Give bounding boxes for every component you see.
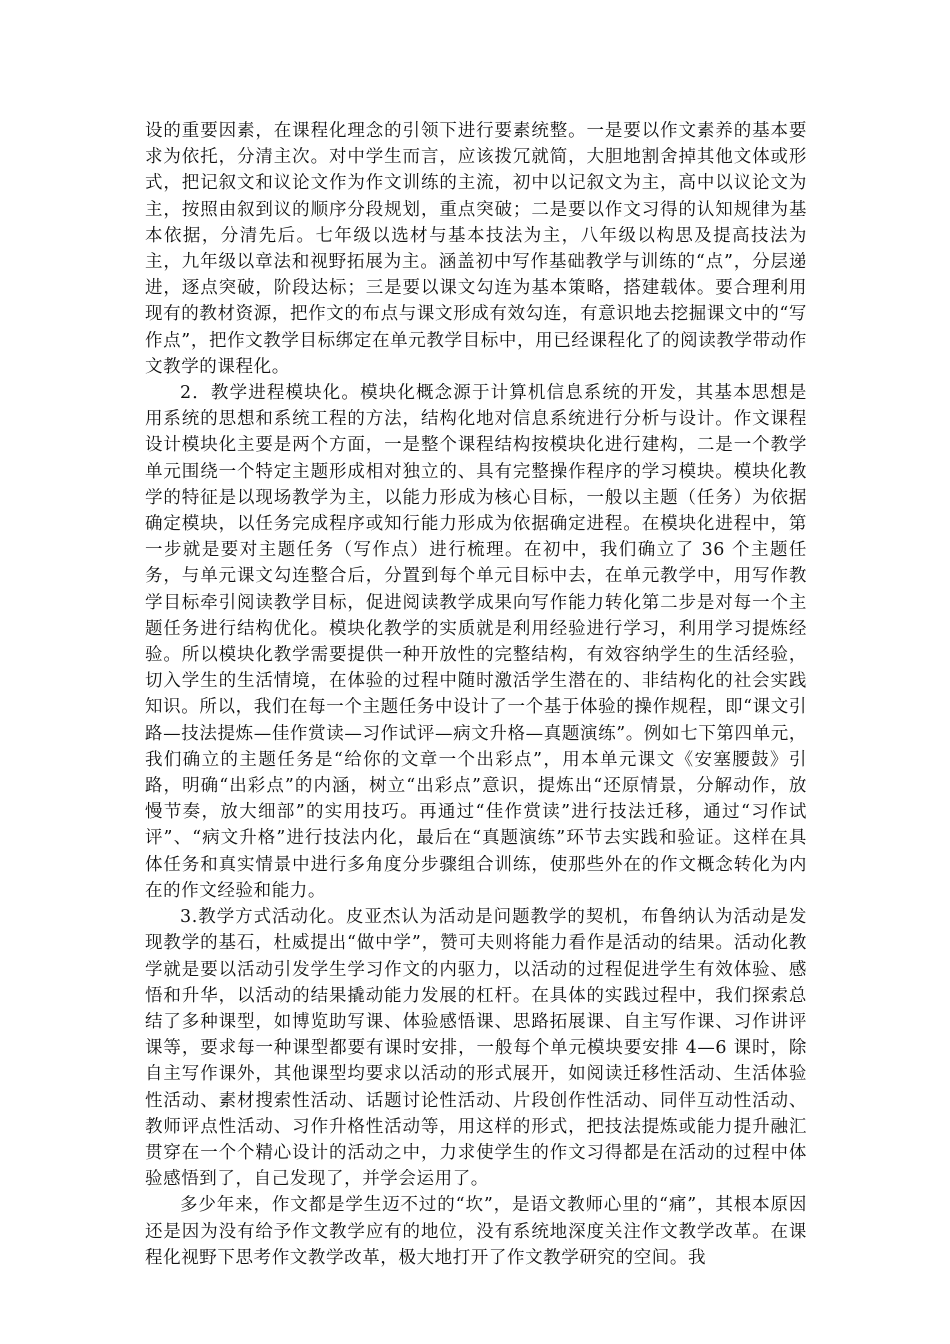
paragraph-conclusion: 多少年来，作文都是学生迈不过的“坎”，是语文教师心里的“痛”，其根本原因还是因为没有给予作文教学应有的地位，没有系统地深度关注作文教学改革。在课程化视野下思考作文教学改革，极大地打开了作文教学研究的空间。我 xyxy=(145,1195,807,1268)
paragraph-modularization: 2．教学进程模块化。模块化概念源于计算机信息系统的开发，其基本思想是用系统的思想和系统工程的方法，结构化地对信息系统进行分析与设计。作文课程设计模块化主要是两个方面，一是整个课程结构按模块化进行建构，二是一个教学单元围绕一个特定主题形成相对独立的、具有完整操作程序的学习模块。模块化教学的特征是以现场教学为主，以能力形成为核心目标，一般以主题（任务）为依据确定模块，以任务完成程序或知行能力形成为依据确定进程。在模块化进程中，第一步就是要对主题任务（写作点）进行梳理。在初中，我们确立了 36 个主题任务，与单元课文勾连整合后，分置到每个单元目标中去，在单元教学中，用写作教学目标牵引阅读教学目标，促进阅读教学成果向写作能力转化第二步是对每一个主题任务进行结构优化。模块化教学的实质就是利用经验进行学习，利用学习提炼经验。所以模块化教学需要提供一种开放性的完整结构，有效容纳学生的生活经验，切入学生的生活情境，在体验的过程中随时激活学生潜在的、非结构化的社会实践知识。所以，我们在每一个主题任务中设计了一个基于体验的操作规程，即“课文引路—技法提炼—佳作赏读—习作试评—病文升格—真题演练”。例如七下第四单元，我们确立的主题任务是“给你的文章一个出彩点”，用本单元课文《安塞腰鼓》引路，明确“出彩点”的内涵，树立“出彩点”意识，提炼出“还原情景，分解动作，放慢节奏，放大细部”的实用技巧。再通过“佳作赏读”进行技法迁移，通过“习作试评”、“病文升格”进行技法内化，最后在“真题演练”环节去实践和验证。这样在具体任务和真实情景中进行多角度分步骤组合训练，使那些外在的作文概念转化为内在的作文经验和能力。 xyxy=(145,383,807,901)
paragraph-activity: 3.教学方式活动化。皮亚杰认为活动是问题教学的契机，布鲁纳认为活动是发现教学的基石，杜威提出“做中学”，赞可夫则将能力看作是活动的结果。活动化教学就是要以活动引发学生学习作文的内驱力，以活动的过程促进学生有效体验、感悟和升华，以活动的结果撬动能力发展的杠杆。在具体的实践过程中，我们探索总结了多种课型，如博览助写课、体验感悟课、思路拓展课、自主写作课、习作讲评课等，要求每一种课型都要有课时安排，一般每个单元模块要安排 4—6 课时，除自主写作课外，其他课型均要求以活动的形式展开，如阅读迁移性活动、生活体验性活动、素材搜索性活动、话题讨论性活动、片段创作性活动、同伴互动性活动、教师评点性活动、习作升格性活动等，用这样的形式，把技法提炼或能力提升融汇贯穿在一个个精心设计的活动之中，力求使学生的作文习得都是在活动的过程中体验感悟到了，自己发现了，并学会运用了。 xyxy=(145,907,807,1190)
body-text xyxy=(145,118,807,1271)
paragraph-continued: 设的重要因素，在课程化理念的引领下进行要素统整。一是要以作文素养的基本要求为依托，分清主次。对中学生而言，应该拨冗就简，大胆地割舍掉其他文体或形式，把记叙文和议论文作为作文训练的主流，初中以记叙文为主，高中以议论文为主，按照由叙到议的顺序分段规划，重点突破；二是要以作文习得的认知规律为基本依据，分清先后。七年级以选材与基本技法为主，八年级以构思及提高技法为主，九年级以章法和视野拓展为主。涵盖初中写作基础教学与训练的“点”，分层递进，逐点突破，阶段达标；三是要以课文勾连为基本策略，搭建载体。要合理利用现有的教材资源，把作文的布点与课文形成有效勾连，有意识地去挖掘课文中的“写作点”，把作文教学目标绑定在单元教学目标中，用已经课程化了的阅读教学带动作文教学的课程化。 xyxy=(145,121,807,377)
